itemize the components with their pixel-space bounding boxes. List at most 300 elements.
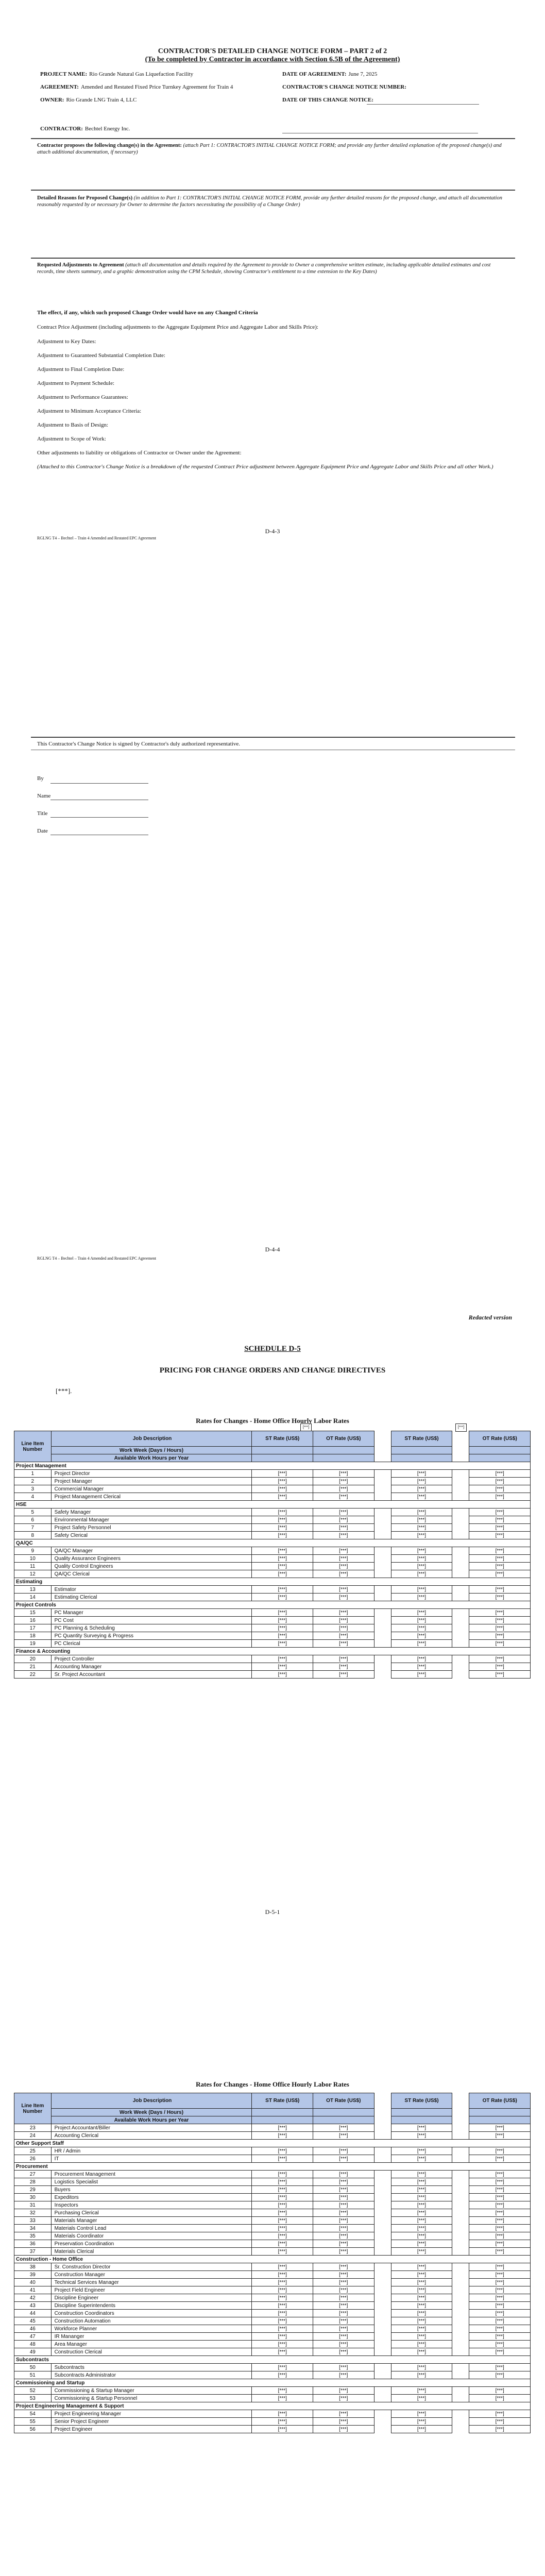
table-section-row xyxy=(14,1601,531,1609)
table-row xyxy=(14,2186,531,2194)
rate-cell: [***] xyxy=(391,2418,452,2426)
col-gap xyxy=(452,1570,469,1578)
col-gap xyxy=(374,2325,391,2333)
proposes-italic: (attach Part 1: CONTRACTOR'S INITIAL CHANGE NOTICE FORM; and provide any further detailed explanation of the proposed change(s) and attach additional documentation, if necessary) xyxy=(37,143,502,155)
rate-cell: [***] xyxy=(313,1624,374,1632)
proposes-paragraph xyxy=(37,142,503,156)
section-heading: Estimating xyxy=(14,1578,531,1586)
col-gap xyxy=(374,1632,391,1640)
section-heading: Finance & Accounting xyxy=(14,1648,531,1655)
col-gap xyxy=(452,2286,469,2294)
rate-cell: [***] xyxy=(252,2294,313,2302)
rate-cell: [***] xyxy=(469,2155,531,2163)
col-gap xyxy=(374,1470,391,1478)
job-description: Subcontracts Administrator xyxy=(51,2371,252,2379)
col-gap xyxy=(452,2240,469,2248)
sig-by-label: By xyxy=(37,775,44,782)
table-row xyxy=(14,1532,531,1539)
rate-cell: [***] xyxy=(469,1555,531,1563)
job-description: Commercial Manager xyxy=(51,1485,252,1493)
rate-cell: [***] xyxy=(252,2310,313,2317)
job-description: Commissioning & Startup Personnel xyxy=(51,2395,252,2402)
rate-cell: [***] xyxy=(391,1532,452,1539)
job-description: Project Director xyxy=(51,1470,252,1478)
line-item-number: 29 xyxy=(14,2186,52,2194)
table-row xyxy=(14,1594,531,1601)
table-row xyxy=(14,2348,531,2356)
rate-cell: [***] xyxy=(313,2426,374,2433)
col-gap xyxy=(374,2302,391,2310)
table-row xyxy=(14,2232,531,2240)
rate-cell: [***] xyxy=(391,2186,452,2194)
col-gap xyxy=(452,2124,469,2132)
rate-cell: [***] xyxy=(469,2348,531,2356)
rate-cell: [***] xyxy=(391,2310,452,2317)
rate-cell: [***] xyxy=(391,1524,452,1532)
change-notice-number-label: CONTRACTOR'S CHANGE NOTICE NUMBER: xyxy=(282,84,406,90)
col-gap xyxy=(452,2310,469,2317)
col-gap xyxy=(452,2248,469,2256)
adjustment-item: Adjustment to Guaranteed Substantial Completion Date: xyxy=(37,352,165,359)
adjust-bold: Requested Adjustments to Agreement xyxy=(37,262,124,268)
table-row xyxy=(14,1555,531,1563)
table-row xyxy=(14,2209,531,2217)
rate-cell: [***] xyxy=(313,2124,374,2132)
col-gap xyxy=(374,1478,391,1485)
job-description: Project Controller xyxy=(51,1655,252,1663)
col-gap xyxy=(452,1609,469,1617)
effect-heading: The effect, if any, which such proposed Change Order would have on any Changed Criteria xyxy=(37,310,258,316)
rate-cell: [***] xyxy=(391,2240,452,2248)
job-description: Safety Manager xyxy=(51,1509,252,1516)
rate-cell: [***] xyxy=(313,2248,374,2256)
rate-cell: [***] xyxy=(313,1478,374,1485)
line-item-number: 47 xyxy=(14,2333,52,2341)
rate-cell: [***] xyxy=(252,1478,313,1485)
rate-cell: [***] xyxy=(252,1663,313,1671)
line-item-number: 43 xyxy=(14,2302,52,2310)
reasons-bold: Detailed Reasons for Proposed Change(s) xyxy=(37,195,133,201)
rate-cell: [***] xyxy=(391,1493,452,1501)
line-item-number: 35 xyxy=(14,2232,52,2240)
rate-cell: [***] xyxy=(469,2317,531,2325)
rate-cell: [***] xyxy=(469,1478,531,1485)
table-row xyxy=(14,2279,531,2286)
rate-cell: [***] xyxy=(252,2155,313,2163)
adjustments-paragraph xyxy=(37,262,503,275)
rate-cell: [***] xyxy=(313,1509,374,1516)
section-divider xyxy=(31,190,515,191)
col-gap xyxy=(374,2147,391,2155)
col-gap xyxy=(374,2426,391,2433)
rate-cell: [***] xyxy=(252,2147,313,2155)
job-description: Purchasing Clerical xyxy=(51,2209,252,2217)
table-row xyxy=(14,1655,531,1663)
line-item-number: 40 xyxy=(14,2279,52,2286)
form-subtitle: (To be completed by Contractor in accordance with Section 6.5B of the Agreement) xyxy=(145,56,400,63)
rate-cell: [***] xyxy=(391,1478,452,1485)
table-section-row xyxy=(14,2256,531,2263)
line-item-number: 41 xyxy=(14,2286,52,2294)
rate-cell: [***] xyxy=(469,2194,531,2201)
rate-cell: [***] xyxy=(252,2333,313,2341)
form-title: CONTRACTOR'S DETAILED CHANGE NOTICE FORM – PART 2 of 2 xyxy=(158,47,387,55)
rate-cell: [***] xyxy=(252,1570,313,1578)
col-gap xyxy=(374,2387,391,2395)
rate-cell: [***] xyxy=(469,2302,531,2310)
rate-cell: [***] xyxy=(469,2418,531,2426)
owner-label: OWNER: xyxy=(40,97,64,103)
line-item-number: 15 xyxy=(14,1609,52,1617)
table-row xyxy=(14,1478,531,1485)
line-item-number: 36 xyxy=(14,2240,52,2248)
rate-cell: [***] xyxy=(469,1563,531,1570)
table-row xyxy=(14,1493,531,1501)
table-section-row xyxy=(14,1578,531,1586)
rate-cell: [***] xyxy=(469,2371,531,2379)
top-redaction-mark: [***] xyxy=(455,1423,467,1432)
col-gap xyxy=(374,2263,391,2271)
job-description: Estimating Clerical xyxy=(51,1594,252,1601)
col-gap xyxy=(452,1624,469,1632)
col-gap xyxy=(374,1431,391,1447)
rate-cell: [***] xyxy=(313,1524,374,1532)
job-description: Project Field Engineer xyxy=(51,2286,252,2294)
col-gap xyxy=(452,2294,469,2302)
rate-cell: [***] xyxy=(252,2209,313,2217)
job-description: Accounting Clerical xyxy=(51,2132,252,2140)
rate-cell: [***] xyxy=(469,2426,531,2433)
line-item-number: 49 xyxy=(14,2348,52,2356)
rate-cell: [***] xyxy=(252,1624,313,1632)
table-row xyxy=(14,2418,531,2426)
rate-cell: [***] xyxy=(252,2325,313,2333)
rate-cell: [***] xyxy=(469,1663,531,1671)
table-section-row xyxy=(14,2402,531,2410)
rate-cell: [***] xyxy=(391,2426,452,2433)
job-description: Estimator xyxy=(51,1586,252,1594)
rate-cell: [***] xyxy=(391,2341,452,2348)
rate-cell: [***] xyxy=(469,2217,531,2225)
col-gap xyxy=(374,2348,391,2356)
rate-cell: [***] xyxy=(313,2186,374,2194)
job-description: Materials Control Lead xyxy=(51,2225,252,2232)
col-gap xyxy=(374,1485,391,1493)
rate-cell: [***] xyxy=(252,2217,313,2225)
job-description: Accounting Manager xyxy=(51,1663,252,1671)
rate-cell: [***] xyxy=(391,2333,452,2341)
col-gap xyxy=(452,2271,469,2279)
col-gap xyxy=(374,2248,391,2256)
col-gap xyxy=(374,2171,391,2178)
rate-cell: [***] xyxy=(469,2286,531,2294)
rate-cell: [***] xyxy=(252,1532,313,1539)
rate-cell: [***] xyxy=(391,2325,452,2333)
rate-cell: [***] xyxy=(469,2410,531,2418)
table-row xyxy=(14,2333,531,2341)
rate-cell: [***] xyxy=(252,2348,313,2356)
rate-cell: [***] xyxy=(252,1632,313,1640)
adjustment-item: Adjustment to Basis of Design: xyxy=(37,422,109,428)
rate-cell: [***] xyxy=(313,2240,374,2248)
top-redaction-mark: [***] xyxy=(300,1423,312,1432)
line-item-number: 34 xyxy=(14,2225,52,2232)
col-gap xyxy=(374,2194,391,2201)
col-gap xyxy=(374,1555,391,1563)
rate-cell: [***] xyxy=(469,1524,531,1532)
section-heading: HSE xyxy=(14,1501,531,1509)
rate-cell: [***] xyxy=(313,2333,374,2341)
rate-cell: [***] xyxy=(469,2240,531,2248)
notice-number-line xyxy=(367,104,479,105)
col-ot-rate: OT Rate (US$) xyxy=(469,2093,531,2109)
line-item-number: 14 xyxy=(14,1594,52,1601)
line-item-number: 21 xyxy=(14,1663,52,1671)
line-item-number: 37 xyxy=(14,2248,52,2256)
reasons-paragraph xyxy=(37,195,503,208)
rate-cell: [***] xyxy=(391,2147,452,2155)
table-row xyxy=(14,2364,531,2371)
rate-cell: [***] xyxy=(313,2232,374,2240)
table-section-row xyxy=(14,2356,531,2364)
table-row xyxy=(14,2317,531,2325)
col-gap xyxy=(452,2194,469,2201)
job-description: PC Planning & Scheduling xyxy=(51,1624,252,1632)
col-gap xyxy=(374,2209,391,2217)
col-ot-rate: OT Rate (US$) xyxy=(313,2093,374,2109)
table-row xyxy=(14,2341,531,2348)
table-row xyxy=(14,1570,531,1578)
col-gap xyxy=(374,1609,391,1617)
rate-cell: [***] xyxy=(313,1632,374,1640)
col-gap xyxy=(374,2225,391,2232)
col-gap xyxy=(374,2418,391,2426)
rate-cell: [***] xyxy=(252,2371,313,2379)
rate-cell: [***] xyxy=(391,2209,452,2217)
rate-cell: [***] xyxy=(313,2286,374,2294)
col-gap xyxy=(374,2232,391,2240)
section-divider xyxy=(31,737,515,738)
rate-cell: [***] xyxy=(252,1509,313,1516)
rate-cell: [***] xyxy=(252,1516,313,1524)
table-row xyxy=(14,1470,531,1478)
col-gap xyxy=(374,2093,391,2109)
rate-cell: [***] xyxy=(313,1532,374,1539)
rate-cell: [***] xyxy=(252,2418,313,2426)
col-gap xyxy=(452,2418,469,2426)
col-gap xyxy=(452,2147,469,2155)
rate-cell: [***] xyxy=(313,1493,374,1501)
rate-cell: [***] xyxy=(313,2387,374,2395)
col-gap xyxy=(374,2124,391,2132)
table-row xyxy=(14,2271,531,2279)
notice-info xyxy=(282,70,509,104)
line-item-number: 2 xyxy=(14,1478,52,1485)
rate-cell: [***] xyxy=(391,1555,452,1563)
rate-cell: [***] xyxy=(313,2341,374,2348)
page-number: D-4-3 xyxy=(265,528,280,535)
rate-cell: [***] xyxy=(469,2225,531,2232)
table-row xyxy=(14,2302,531,2310)
available-hours-label: Available Work Hours per Year xyxy=(51,1454,252,1462)
col-ot-rate: OT Rate (US$) xyxy=(313,1431,374,1447)
rate-cell: [***] xyxy=(313,2194,374,2201)
rate-cell: [***] xyxy=(252,2279,313,2286)
table-row xyxy=(14,2426,531,2433)
rate-cell: [***] xyxy=(252,2263,313,2271)
col-gap xyxy=(374,2132,391,2140)
job-description: PC Clerical xyxy=(51,1640,252,1648)
rate-cell: [***] xyxy=(469,1594,531,1601)
date-agreement: June 7, 2025 xyxy=(348,71,378,77)
col-gap xyxy=(374,2341,391,2348)
rate-cell: [***] xyxy=(252,2240,313,2248)
job-description: QA/QC Manager xyxy=(51,1547,252,1555)
rate-cell: [***] xyxy=(252,2302,313,2310)
rate-cell: [***] xyxy=(252,2341,313,2348)
rate-cell: [***] xyxy=(391,2225,452,2232)
col-gap xyxy=(374,2317,391,2325)
rate-cell: [***] xyxy=(252,2132,313,2140)
col-gap xyxy=(452,1431,469,1447)
col-gap xyxy=(374,1671,391,1679)
page-number: D-4-4 xyxy=(265,1246,280,1253)
col-gap xyxy=(452,2387,469,2395)
table-row xyxy=(14,1509,531,1516)
section-heading: Construction - Home Office xyxy=(14,2256,531,2263)
col-gap xyxy=(452,2395,469,2402)
job-description: IR Mananger xyxy=(51,2333,252,2341)
col-gap xyxy=(374,1547,391,1555)
job-description: Procurement Management xyxy=(51,2171,252,2178)
rate-cell: [***] xyxy=(469,1624,531,1632)
col-line-item: Line Item Number xyxy=(14,2093,52,2124)
rate-cell: [***] xyxy=(391,1640,452,1648)
col-gap xyxy=(452,2426,469,2433)
line-item-number: 51 xyxy=(14,2371,52,2379)
rate-cell: [***] xyxy=(391,1586,452,1594)
col-gap xyxy=(452,2341,469,2348)
rate-cell: [***] xyxy=(313,2317,374,2325)
col-gap xyxy=(452,2217,469,2225)
section-heading: Project Engineering Management & Support xyxy=(14,2402,531,2410)
line-item-number: 12 xyxy=(14,1570,52,1578)
rate-cell: [***] xyxy=(252,1617,313,1624)
rate-cell: [***] xyxy=(313,2225,374,2232)
rate-cell: [***] xyxy=(391,2178,452,2186)
table-row xyxy=(14,2171,531,2178)
sig-name-label: Name xyxy=(37,793,51,799)
col-gap xyxy=(452,1516,469,1524)
table-caption: Rates for Changes - Home Office Hourly Labor Rates xyxy=(196,2080,349,2088)
rate-cell: [***] xyxy=(252,1470,313,1478)
rate-cell: [***] xyxy=(313,2271,374,2279)
rate-cell: [***] xyxy=(469,1509,531,1516)
redacted-label: Redacted version xyxy=(468,1314,512,1321)
table-row xyxy=(14,2286,531,2294)
line-item-number: 56 xyxy=(14,2426,52,2433)
job-description: Buyers xyxy=(51,2186,252,2194)
col-gap xyxy=(452,2232,469,2240)
rate-cell: [***] xyxy=(391,1655,452,1663)
line-item-number: 22 xyxy=(14,1671,52,1679)
rate-cell: [***] xyxy=(313,2217,374,2225)
job-description: Project Accountant/Biller xyxy=(51,2124,252,2132)
rate-cell: [***] xyxy=(313,1655,374,1663)
job-description: IT xyxy=(51,2155,252,2163)
rate-cell: [***] xyxy=(469,2186,531,2194)
job-description: Construction Manager xyxy=(51,2271,252,2279)
work-week-label: Work Week (Days / Hours) xyxy=(51,1447,252,1454)
rate-cell: [***] xyxy=(252,1524,313,1532)
table-row xyxy=(14,1640,531,1648)
rate-cell: [***] xyxy=(469,2147,531,2155)
rate-cell: [***] xyxy=(252,2178,313,2186)
rate-cell: [***] xyxy=(469,2132,531,2140)
rate-cell: [***] xyxy=(252,2124,313,2132)
sig-date-label: Date xyxy=(37,828,48,834)
line-item-number: 44 xyxy=(14,2310,52,2317)
rate-cell: [***] xyxy=(313,2302,374,2310)
job-description: Materials Clerical xyxy=(51,2248,252,2256)
col-gap xyxy=(374,2279,391,2286)
job-description: Preservation Coordination xyxy=(51,2240,252,2248)
col-gap xyxy=(452,1493,469,1501)
col-gap xyxy=(452,1655,469,1663)
job-description: Quality Assurance Engineers xyxy=(51,1555,252,1563)
col-gap xyxy=(452,2325,469,2333)
job-description: Commissioning & Startup Manager xyxy=(51,2387,252,2395)
rate-cell: [***] xyxy=(252,2387,313,2395)
line-item-number: 18 xyxy=(14,1632,52,1640)
col-gap xyxy=(452,2171,469,2178)
rate-cell: [***] xyxy=(252,2286,313,2294)
rate-cell: [***] xyxy=(469,2271,531,2279)
table-row xyxy=(14,1609,531,1617)
line-item-number: 8 xyxy=(14,1532,52,1539)
job-description: Project Engineer xyxy=(51,2426,252,2433)
col-gap xyxy=(374,2240,391,2248)
table-row xyxy=(14,1516,531,1524)
rate-cell: [***] xyxy=(313,1609,374,1617)
col-gap xyxy=(374,2201,391,2209)
line-item-number: 45 xyxy=(14,2317,52,2325)
rate-cell: [***] xyxy=(469,2201,531,2209)
line-item-number: 53 xyxy=(14,2395,52,2402)
rate-cell: [***] xyxy=(391,2171,452,2178)
project-info xyxy=(40,70,241,109)
col-gap xyxy=(452,2333,469,2341)
table-row xyxy=(14,2410,531,2418)
line-item-number: 48 xyxy=(14,2341,52,2348)
rate-cell: [***] xyxy=(313,2279,374,2286)
job-description: Construction Clerical xyxy=(51,2348,252,2356)
line-item-number: 6 xyxy=(14,1516,52,1524)
rate-cell: [***] xyxy=(469,2310,531,2317)
col-gap xyxy=(374,2395,391,2402)
job-description: Sr. Project Accountant xyxy=(51,1671,252,1679)
rate-cell: [***] xyxy=(391,1547,452,1555)
col-ot-rate: OT Rate (US$) xyxy=(469,1431,531,1447)
job-description: Technical Services Manager xyxy=(51,2279,252,2286)
col-gap xyxy=(452,1563,469,1570)
col-gap xyxy=(452,1532,469,1539)
sig-title-line xyxy=(50,817,148,818)
col-gap xyxy=(374,1532,391,1539)
rates-table-1-body xyxy=(14,1462,531,1679)
rate-cell: [***] xyxy=(469,1547,531,1555)
rate-cell: [***] xyxy=(313,1586,374,1594)
